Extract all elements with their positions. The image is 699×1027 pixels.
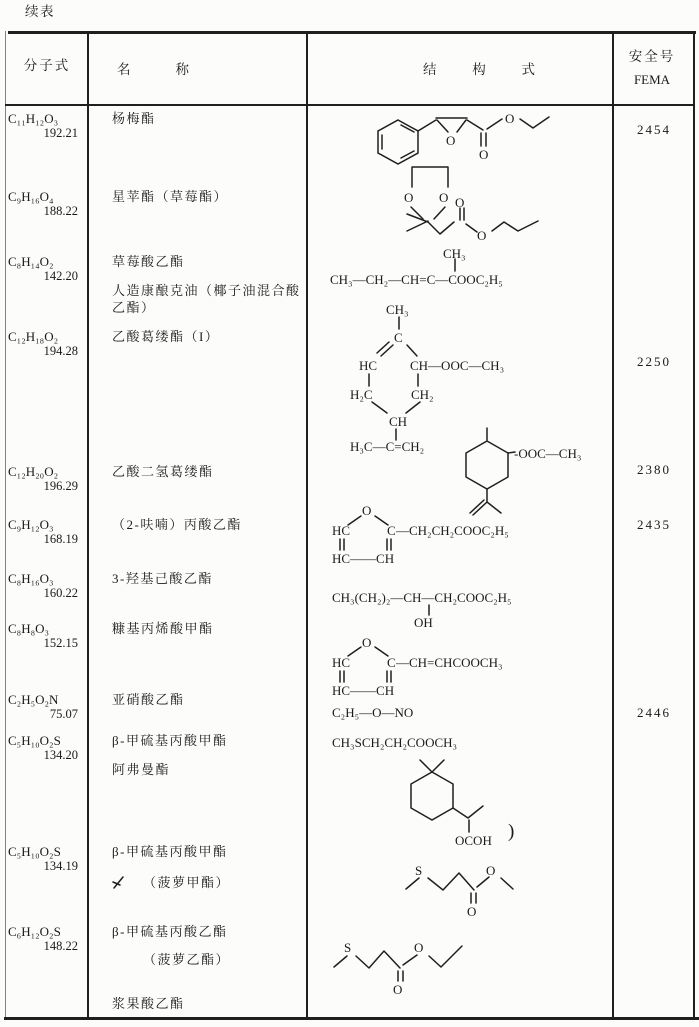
compound-name: 星苹酯（草莓酯） <box>112 189 229 204</box>
molecular-weight: 160.22 <box>43 586 78 600</box>
header-name-char-1: 名 <box>117 62 131 77</box>
molecular-weight: 134.20 <box>43 748 78 762</box>
compound-name: 乙酸二氢葛缕酯 <box>112 464 214 479</box>
structure-label-oxygen: O <box>479 147 489 162</box>
header-safety-number: 安全号 <box>628 49 676 64</box>
molecular-formula: C₆H₁₂O₂S <box>8 924 61 939</box>
structure-label-sulfur: S <box>415 863 423 878</box>
compound-name: 杨梅酯 <box>112 111 156 126</box>
compound-name: β-甲硫基丙酸甲酯 <box>112 733 228 748</box>
compound-name: （2-呋喃）丙酸乙酯 <box>112 517 242 532</box>
structure-label-carbon: C <box>387 655 396 670</box>
compound-name: β-甲硫基丙酸乙酯 <box>112 924 228 939</box>
molecular-weight: 134.19 <box>43 859 78 873</box>
compound-name: 草莓酸乙酯 <box>112 254 185 269</box>
molecular-weight: 196.29 <box>43 479 78 493</box>
fema-number: 2446 <box>637 705 671 720</box>
structure-label-oxygen: O <box>362 635 372 650</box>
molecular-formula: C₈H₁₄O₂ <box>8 254 54 269</box>
stray-ink-mark <box>113 877 123 888</box>
structure-row12-bonds <box>334 946 462 981</box>
molecular-formula: C₉H₁₂O₃ <box>8 517 54 532</box>
structure-label-oxygen: O <box>439 190 449 205</box>
structure-label-oxygen: O <box>393 982 403 997</box>
structure-label-hc: HC <box>332 523 351 538</box>
structure-row2-bonds <box>407 167 538 234</box>
structure-label-carbon: C <box>387 523 396 538</box>
structure-formula-text: CH₃SCH₂CH₂COOCH₃ <box>332 735 458 750</box>
header-structure-char-1: 结 <box>423 62 437 77</box>
structure-label-oxygen: O <box>477 228 487 243</box>
molecular-weight: 75.07 <box>49 707 78 721</box>
structure-label-methyl: CH₃ <box>386 302 409 317</box>
structure-formula-text: -OOC—CH₃ <box>514 446 582 461</box>
structure-formula-text: C₂H₅—O—NO <box>332 705 414 720</box>
molecular-formula: C₂H₅O₂N <box>8 692 59 707</box>
structure-row5-bonds <box>466 428 515 515</box>
structure-formula-text: CH—OOC—CH₃ <box>410 358 505 373</box>
structure-formula-text: CH₃—CH₂—CH=C—COOC₂H₅ <box>330 272 503 287</box>
structure-formula-text: HC——CH <box>332 683 395 698</box>
structure-label-ch: CH <box>389 414 408 429</box>
molecular-formula: C₁₂H₁₈O₂ <box>8 329 59 344</box>
fema-number: 2380 <box>637 462 671 477</box>
structure-label-oxygen: O <box>404 190 414 205</box>
compound-name: β-甲硫基丙酸甲酯 <box>112 844 228 859</box>
compound-name: 3-羟基己酸乙酯 <box>112 571 213 586</box>
continued-table-label: 续表 <box>25 4 55 19</box>
structure-formula-text: —CH=CHCOOCH₃ <box>396 655 503 670</box>
structure-row10-bonds <box>411 760 483 832</box>
structure-label-carbon: C <box>394 330 403 345</box>
molecular-weight: 152.15 <box>43 636 78 650</box>
structure-formula-text: CH₃(CH₂)₂—CH—CH₂COOC₂H₅ <box>332 590 512 605</box>
compound-name: 人造康酿克油（椰子油混合酸乙酯） <box>112 283 301 315</box>
molecular-weight: 148.22 <box>43 939 78 953</box>
molecular-formula: C₅H₁₀O₂S <box>8 733 61 748</box>
structure-formula-text: H₃C—C=CH₂ <box>350 439 425 454</box>
structure-label-methyl: CH₃ <box>443 246 466 261</box>
compound-name: 乙酸葛缕酯（I） <box>112 329 220 344</box>
molecular-formula: C₈H₁₆O₃ <box>8 571 54 586</box>
compound-name: （菠萝甲酯） <box>143 875 231 890</box>
molecular-weight: 168.19 <box>43 532 78 546</box>
header-formula-column: 分子式 <box>23 58 71 73</box>
structure-label-oxygen: O <box>414 940 424 955</box>
molecular-formula: C₉H₁₆O₄ <box>8 189 54 204</box>
structure-label-hc: HC <box>359 358 378 373</box>
header-name-char-2: 称 <box>175 62 189 77</box>
structure-label-ch2: CH₂ <box>411 387 434 402</box>
molecular-formula: C₈H₈O₃ <box>8 621 50 636</box>
structure-label-oxygen: O <box>486 863 496 878</box>
molecular-weight: 188.22 <box>43 204 78 218</box>
structure-label-oxygen: O <box>505 111 515 126</box>
header-fema-label: FEMA <box>633 72 671 87</box>
molecular-formula: C₁₁H₁₂O₃ <box>8 111 59 126</box>
structure-label-oxygen: O <box>446 133 456 148</box>
molecular-formula: C₅H₁₀O₂S <box>8 844 61 859</box>
header-structure-char-2: 构 <box>472 62 486 77</box>
structure-label-h2c: H₂C <box>350 387 373 402</box>
molecular-weight: 194.28 <box>43 344 78 358</box>
structure-label-oxygen: O <box>455 195 465 210</box>
structure-label-sulfur: S <box>344 940 352 955</box>
compound-name: 糠基丙烯酸甲酯 <box>112 621 214 636</box>
structure-label-paren: ) <box>508 821 515 842</box>
compound-name: 亚硝酸乙酯 <box>112 692 185 707</box>
header-structure-char-3: 式 <box>521 62 535 77</box>
structure-label-hc: HC <box>332 655 351 670</box>
structure-label-formate: OCOH <box>455 833 492 848</box>
structure-formula-text: HC——CH <box>332 551 395 566</box>
fema-number: 2250 <box>637 354 671 369</box>
structure-row1-bonds <box>378 117 549 164</box>
structure-formula-text: —CH₂CH₂COOC₂H₅ <box>396 523 509 538</box>
compound-name: 阿弗曼酯 <box>112 762 171 777</box>
fema-number: 2435 <box>637 517 671 532</box>
fema-number: 2454 <box>637 122 671 137</box>
molecular-weight: 192.21 <box>43 126 78 140</box>
structure-label-oxygen: O <box>467 904 477 919</box>
structure-label-oxygen: O <box>362 503 372 518</box>
molecular-weight: 142.20 <box>43 269 78 283</box>
molecular-formula: C₁₂H₂₀O₂ <box>8 464 59 479</box>
compound-name: （菠萝乙酯） <box>143 952 231 967</box>
structure-label-oh: OH <box>414 615 433 630</box>
compound-name: 浆果酸乙酯 <box>112 996 185 1011</box>
